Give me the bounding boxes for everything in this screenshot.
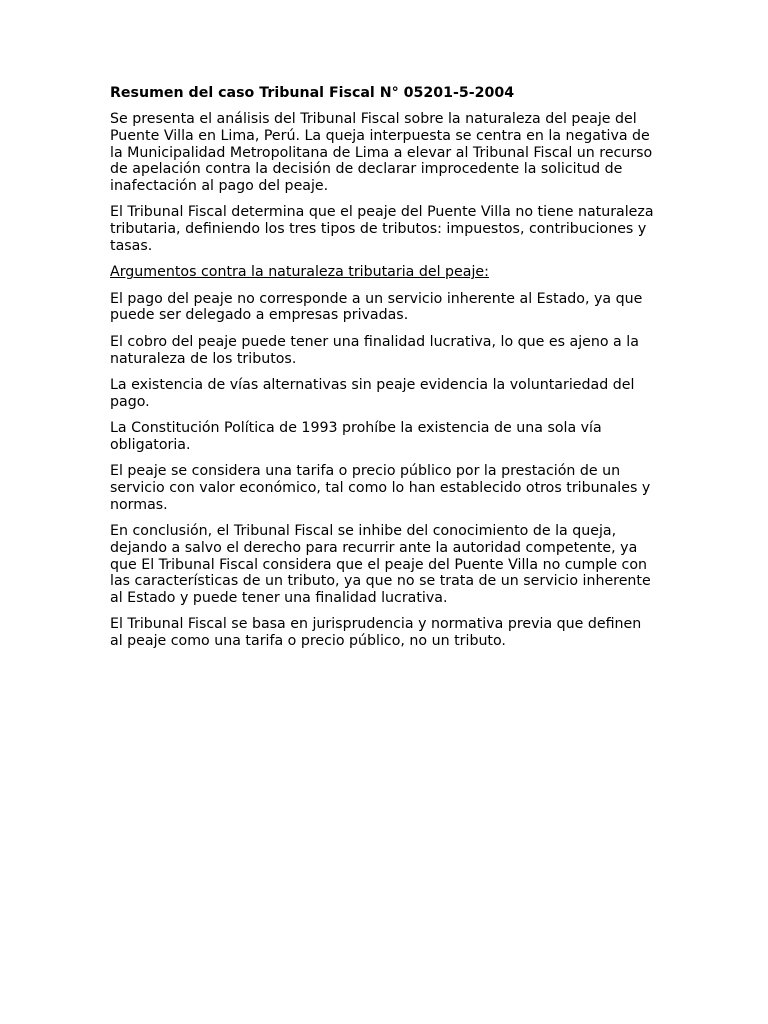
argument-paragraph-4: La Constitución Política de 1993 prohíbe la existencia de una sola vía obligatoria. [110,419,602,453]
arguments-heading [110,264,658,281]
conclusion-paragraph-1: En conclusión, el Tribunal Fiscal se inhibe del conocimiento de la queja, dejando a salvo el derecho para recurrir ante la autoridad competente, ya que El Tribunal Fiscal considera que el peaje del Puente Villa no cumple con las características de un tributo, ya que no se trata de un servicio inherente al Estado y puede tener una finalidad lucrativa. [110,522,651,607]
intro-paragraph-2: El Tribunal Fiscal determina que el peaje del Puente Villa no tiene naturaleza tributaria, definiendo los tres tipos de tributos: impuestos, contribuciones y tasas. [110,204,654,255]
argument-paragraph-1: El pago del peaje no corresponde a un servicio inherente al Estado, ya que puede ser delegado a empresas privadas. [110,290,643,324]
argument-paragraph-5: El peaje se considera una tarifa o precio público por la prestación de un servicio con valor económico, tal como lo han establecido otros tribunales y normas. [110,463,651,513]
intro-paragraph-1: Se presenta el análisis del Tribunal Fiscal sobre la naturaleza del peaje del Puente Villa en Lima, Perú. La queja interpuesta se centra en la negativa de la Municipalidad Metropolitana de Lima a elevar al Tribunal Fiscal un recurso de apelación contra la decisión de declarar improcedente la solicitud de inafectación al pago del peaje. [110,111,653,195]
conclusion-paragraph-2: El Tribunal Fiscal se basa en jurisprudencia y normativa previa que definen al peaje como una tarifa o precio público, no un tributo. [110,616,642,650]
argument-paragraph-3: La existencia de vías alternativas sin peaje evidencia la voluntariedad del pago. [110,376,635,410]
arguments-heading-text: Argumentos contra la naturaleza tributaria del peaje: [110,264,489,281]
argument-paragraph-2: El cobro del peaje puede tener una finalidad lucrativa, lo que es ajeno a la naturaleza de los tributos. [110,333,639,367]
document-title: Resumen del caso Tribunal Fiscal N° 05201-5-2004 [110,85,515,101]
